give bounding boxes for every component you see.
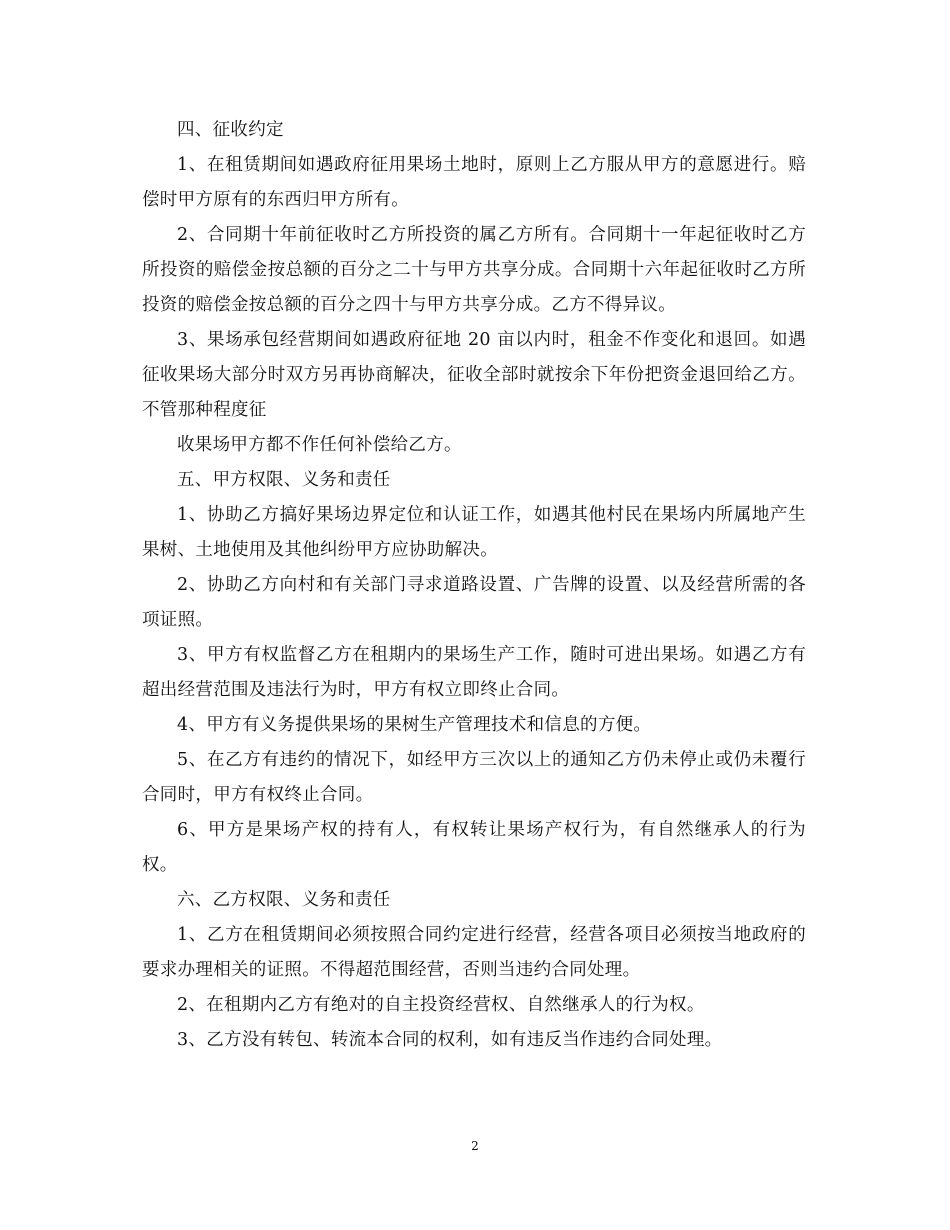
paragraph: 2、协助乙方向村和有关部门寻求道路设置、广告牌的设置、以及经营所需的各项证照。: [142, 575, 806, 630]
page-number: 2: [471, 1139, 479, 1153]
section-heading-expropriation: 四、征收约定: [177, 120, 284, 140]
paragraph: 1、乙方在租赁期间必须按照合同约定进行经营，经营各项目必须按当地政府的要求办理相关的证照。不得超范围经营，否则当违约合同处理。: [142, 925, 806, 980]
document-body: [142, 113, 806, 1058]
paragraph: 1、在租赁期间如遇政府征用果场土地时，原则上乙方服从甲方的意愿进行。赔偿时甲方原有的东西归甲方所有。: [142, 155, 806, 210]
paragraph: 1、协助乙方搞好果场边界定位和认证工作，如遇其他村民在果场内所属地产生果树、土地使用及其他纠纷甲方应协助解决。: [142, 505, 806, 560]
paragraph: 6、甲方是果场产权的持有人，有权转让果场产权行为，有自然继承人的行为权。: [142, 820, 806, 875]
paragraph: 2、在租期内乙方有绝对的自主投资经营权、自然继承人的行为权。: [177, 995, 705, 1015]
section-heading-party-a: 五、甲方权限、义务和责任: [177, 470, 391, 490]
paragraph: 3、乙方没有转包、转流本合同的权利，如有违反当作违约合同处理。: [177, 1030, 723, 1050]
paragraph: 4、甲方有义务提供果场的果树生产管理技术和信息的方便。: [177, 715, 652, 735]
section-heading-party-b: 六、乙方权限、义务和责任: [177, 890, 391, 910]
paragraph: 3、果场承包经营期间如遇政府征地 20 亩以内时，租金不作变化和退回。如遇征收果场大部分时双方另再协商解决，征收全部时就按余下年份把资金退回给乙方。不管那种程度征: [142, 330, 806, 420]
paragraph: 3、甲方有权监督乙方在租期内的果场生产工作，随时可进出果场。如遇乙方有超出经营范围及违法行为时，甲方有权立即终止合同。: [142, 645, 806, 700]
paragraph: 收果场甲方都不作任何补偿给乙方。: [177, 435, 462, 455]
paragraph: 5、在乙方有违约的情况下，如经甲方三次以上的通知乙方仍未停止或仍未覆行合同时，甲方有权终止合同。: [142, 750, 806, 805]
paragraph: 2、合同期十年前征收时乙方所投资的属乙方所有。合同期十一年起征收时乙方所投资的赔偿金按总额的百分之二十与甲方共享分成。合同期十六年起征收时乙方所投资的赔偿金按总额的百分之四十与甲方共享分成。乙方不得异议。: [142, 225, 806, 315]
